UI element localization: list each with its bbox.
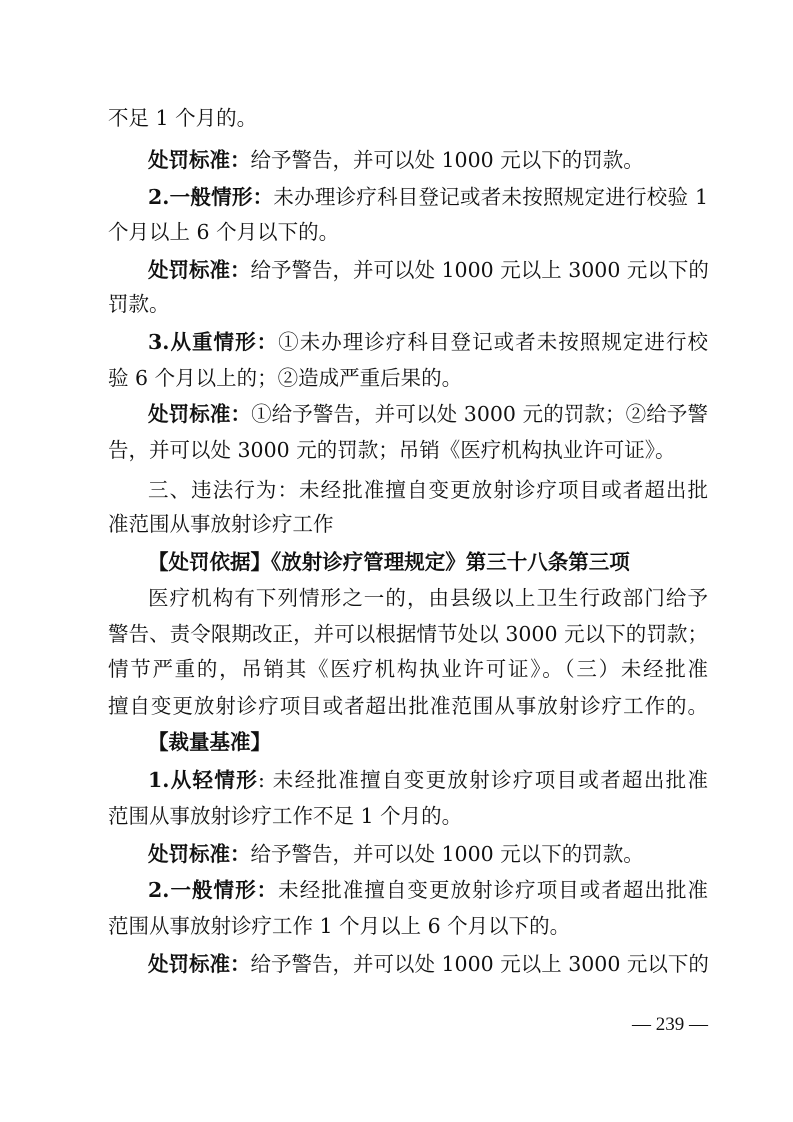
text-line: 处罚标准：①给予警告，并可以处 3000 元的罚款；②给予警: [148, 402, 709, 426]
section-heading: 三、违法行为：未经批准擅自变更放射诊疗项目或者超出批: [148, 478, 708, 502]
discretion-heading: 【裁量基准】: [148, 730, 271, 754]
bold-label: 处罚标准：: [148, 258, 251, 282]
text-line: 罚款。: [108, 292, 170, 316]
text-line: 医疗机构有下列情形之一的，由县级以上卫生行政部门给予: [148, 586, 708, 610]
page-number: — 239 —: [632, 1014, 708, 1035]
text-line: 范围从事放射诊疗工作 1 个月以上 6 个月以下的。: [108, 914, 571, 938]
text-line: 2.一般情形：未经批准擅自变更放射诊疗项目或者超出批准: [148, 878, 709, 902]
text-line: 处罚标准：给予警告，并可以处 1000 元以上 3000 元以下的: [148, 952, 709, 976]
text-line: 告，并可以处 3000 元的罚款；吊销《医疗机构执业许可证》。: [108, 438, 676, 462]
text-line: 范围从事放射诊疗工作不足 1 个月的。: [108, 804, 463, 828]
bold-label: 处罚标准：: [148, 952, 251, 976]
text-line: 擅自变更放射诊疗项目或者超出批准范围从事放射诊疗工作的。: [108, 694, 708, 718]
text-line: 处罚标准：给予警告，并可以处 1000 元以下的罚款。: [148, 148, 644, 172]
text-line: 个月以上 6 个月以下的。: [108, 220, 340, 244]
text-line: 不足 1 个月的。: [108, 106, 258, 130]
text-line: 3.从重情形：①未办理诊疗科目登记或者未按照规定进行校: [148, 330, 709, 354]
text-line: 处罚标准：给予警告，并可以处 1000 元以下的罚款。: [148, 842, 644, 866]
bold-label: 1.从轻情形: [148, 768, 259, 792]
text-line: 处罚标准：给予警告，并可以处 1000 元以上 3000 元以下的: [148, 258, 709, 282]
bold-label: 2.一般情形：: [148, 878, 279, 902]
text-line: 1.从轻情形: 未经批准擅自变更放射诊疗项目或者超出批准: [148, 768, 709, 792]
section-heading-cont: 准范围从事放射诊疗工作: [108, 512, 334, 536]
legal-basis-heading: 【处罚依据】《放射诊疗管理规定》第三十八条第三项: [148, 550, 630, 574]
text-line: 警告、责令限期改正，并可以根据情节处以 3000 元以下的罚款；: [108, 622, 708, 646]
bold-label: 3.从重情形：: [148, 330, 279, 354]
bold-label: 2.一般情形：: [148, 185, 274, 209]
bold-label: 处罚标准：: [148, 842, 251, 866]
text-line: 验 6 个月以上的；②造成严重后果的。: [108, 366, 463, 390]
text-line: 2.一般情形：未办理诊疗科目登记或者未按照规定进行校验 1: [148, 185, 708, 209]
bold-label: 处罚标准：: [148, 148, 251, 172]
text-line: 情节严重的，吊销其《医疗机构执业许可证》。（三）未经批准: [108, 657, 708, 681]
bold-label: 处罚标准：: [148, 402, 252, 426]
